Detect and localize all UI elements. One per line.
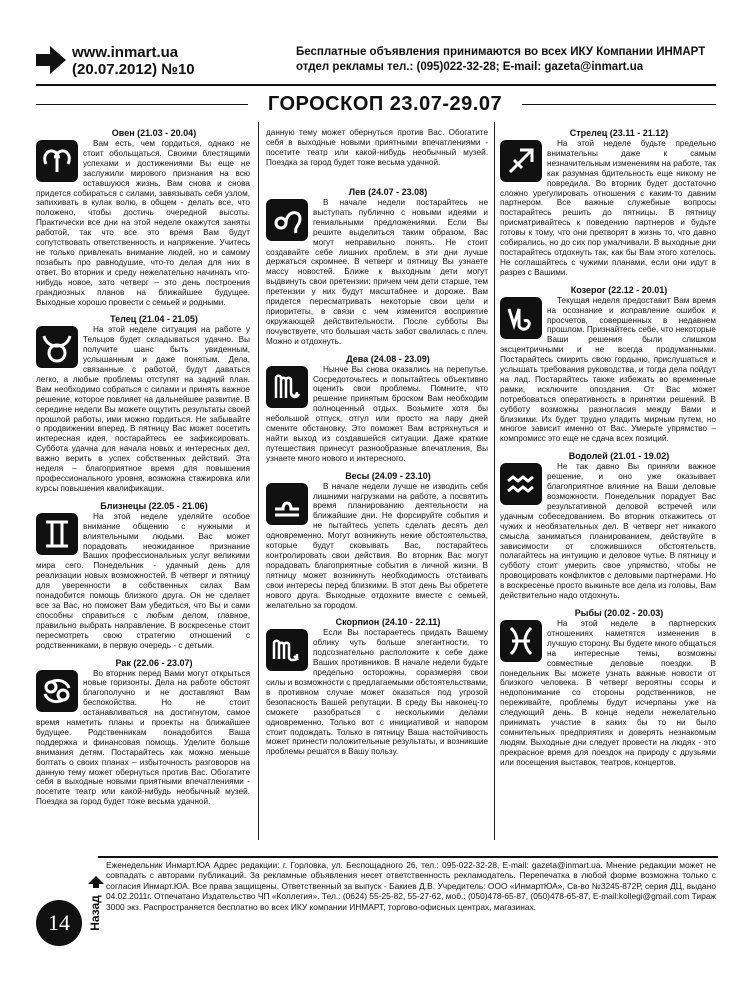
column-left xyxy=(36,128,250,848)
back-link[interactable] xyxy=(86,880,106,956)
lion-icon xyxy=(266,199,308,241)
sign-title: Дева (24.08 - 23.09) xyxy=(346,353,430,364)
footer-imprint: Еженедельник Инмарт.ЮА Адрес редакции: г. Горловка, ул. Беспощадного 26, тел.: 095-022-32-28, E-mail: gazeta@inmart.ua. Мнение редакции может не совпадать с авторами публикаций. За рекламные объявления несет ответственность рекламодатель. Перепечатка в любой форме возможна только с согласия Инмарт.ЮА. Все права защищены. Ответственный за выпуск - Бакиев Д.В. Учредитель: ООО «ИнмартЮА», Св-во №3245-872Р, серия ДЦ, выдано 04.02.2011г. Отпечатано Издательство ЧП «Коллегия». Тел.: (0624) 55-25-82, 55-27-62, моб.: (050)478-65-87, (050)478-65-87, E-mail:kollegi@gmail.com Тираж 3000 экз. Распространяется бесплатно во всех ИКУ компании ИНМАРТ, торгово-офисных центрах, магазинах. xyxy=(106,860,716,912)
sign-text: Нынче Вы снова оказались на перепутье. Сосредоточьтесь и попытайтесь объективно оценить свои проблемы. Помните, что решение принятым броском Вам необходим полноценный отдых. Возьмите хотя бы небольшой отпуск, отгул или просто на пару дней смените обстановку. Это поможет Вам встряхнуться и найти выход из создавшейся ситуации. Даже краткие путешествия принесут разнообразные впечатления, Вы узнаете много нового и интересного. xyxy=(266,364,488,463)
title-rule-left xyxy=(36,104,248,105)
scales-icon xyxy=(266,483,308,525)
page-number: 14 xyxy=(36,900,82,946)
back-label[interactable]: Назад xyxy=(88,895,102,931)
virgin-icon xyxy=(266,366,308,408)
sign-text: В начале недели лучше не изводить себя лишними нагрузками на работе, а посвятить время планированию деятельности на ближайшие дни. Не форсируйте события и не пытайтесь успеть сделать десять дел одновременно. Могут возникнуть некие обстоятельства, которые будут сковывать Вас, постарайтесь контролировать свои действия. Во вторник Вас могут порадовать благоприятные события в личной жизни. В пятницу может возникнуть необходимость отстаивать свои интересы перед близкими. В этот день Вы обретете нового друга. Выходные отдохните вместе с семьей, желательно за городом. xyxy=(266,481,488,610)
twins-icon xyxy=(36,513,78,555)
sign-title: Стрелец (23.11 - 21.12) xyxy=(569,128,669,138)
sign-text: Если Вы постараетесь придать Вашему облику чуть больше элегантности, то подсознательно расположите к себе даже Ваших противников. В начале недели будьте предельно осторожны, соразмеряя свои силы и возможности с предлагаемыми обстоятельствами, в противном случае может оказаться под угрозой безопасность Вашей репутации. В среду Вы наконец-то сможете разобраться с несколькими делами одновременно. Только вот с инициативой и напором стоит подождать. Только в пятницу Ваша настойчивость может принести положительные результаты, и возникшие проблемы решатся в Вашу пользу. xyxy=(266,628,488,757)
sign-text: На этой неделе будьте предельно внимательны даже к самым незначительным изменениям на работе, так как разумная бдительность еще никому не повредила. Во вторник будет достаточно сложно урегулировать отношения с каким-то давним партнером. Все важные служебные вопросы постарайтесь решить до пятницы. В пятницу присматривайтесь к поведению партнеров и будьте готовы к тому, что они претворят в жизнь то, что давно собирались, но до сих пор умалчивали. В выходные дни постарайтесь отдохнуть так, как бы Вам этого хотелось. Не соглашайтесь с чужими планами, если они идут в разрез с Вашими. xyxy=(500,139,716,277)
sign-vesy xyxy=(266,471,488,611)
sign-title: Рыбы (20.02 - 20.03) xyxy=(574,607,664,618)
arrow-up-icon xyxy=(88,876,104,888)
arrow-right-icon xyxy=(36,44,66,76)
page-title: ГОРОСКОП 23.07-29.07 xyxy=(267,93,503,115)
sign-title: Козерог (22.12 - 20.01) xyxy=(570,284,668,295)
sign-text: Вам есть, чем гордиться, однако не стоит обольщаться. Своими блестящими успехами и достижениями Вы еще не заслужили мирового признания на всю оставшуюся жизнь. Вам снова и снова придется собираться с силами, завязывать себя узлом, запихивать в кулак волю, в общем - делать все, что положено, чтобы достичь очередной высоты. Практически все дни на этой неделе окажутся заняты работой, так что все это время Вам будут сопутствовать ответственность и напряжение. Учитесь не только привлекать внимание людей, но и самому позабыть про равнодушие, что-то делая для них в ответ. Во вторник и среду нежелательно начинать что-нибудь новое, зато четверг – это день построения грандиозных планов на ближайшее будущее. Выходные хорошо провести с семьей и родными. xyxy=(36,139,250,307)
goat-icon xyxy=(500,297,542,339)
waterbearer-icon xyxy=(500,463,542,505)
sign-text: Не так давно Вы приняли важное решение, и оно уже оказывает благоприятное влияние на Ваши деловые возможности. Понедельник порадует Вас результативной деловой встречей или удачным собеседованием. Во вторник откажитесь от чужих и необязательных дел. В четверг нет никакого смысла заниматься планированием, действуйте в зависимости от сложившихся обстоятельств, полагайтесь на интуицию и деловое чутье. В пятницу и субботу стоит умерить свое упрямство, чтобы не провоцировать конфликтов с деловыми партнерами. Но в воскресенье просто выкиньте все дела из головы, Вам действительно надо отдохнуть. xyxy=(500,462,716,601)
sign-ryby xyxy=(500,608,716,768)
sign-title: Овен (21.03 - 20.04) xyxy=(111,128,197,138)
sign-text: На этой неделе уделяйте особое внимание общению с нужными и влиятельными людьми. Вас может порадовать неожиданное признание Ваших профессиональных услуг великими мира сего. Понедельник - удачный день для реализации новых возможностей. В четверг и пятницу для уверенности в собственных силах Вам понадобится помощь близкого друга. Он не сделает все за Вас, но поможет Вам убедиться, что Вы и сами способны справиться с любым делом, главное, правильно выбрать направление. В воскресенье стоит пересмотреть свою стратегию отношений с родственниками, в первую очередь - с детьми. xyxy=(36,511,250,650)
sign-text: На этой неделе в партнерских отношениях наметятся изменения в лучшую сторону. Вы будете много общаться на интересные темы, возможны совместные деловые поездки. В понедельник Вы можете узнать важные новости от близкого человека. В четверг вероятны ссоры и недопонимание со стороны родственников, не переживайте, проблемы будут исчерпаны уже на следующий день. В конце недели нежелательно принимать участие в каких бы то ни было сомнительных предприятиях и доверять незнакомым людям. Выходные дни следует провести на людях - это прекрасное время для поездок на природу с друзьями или посещения выставок, театров, концертов. xyxy=(500,618,716,767)
sign-kozerog xyxy=(500,285,716,445)
header-info xyxy=(296,45,705,75)
sign-oven xyxy=(36,128,250,307)
sign-title: Водолей (21.01 - 19.02) xyxy=(568,451,670,462)
sign-rak xyxy=(36,658,250,808)
sign-continuation xyxy=(266,128,488,180)
column-divider xyxy=(494,122,495,840)
crab-icon xyxy=(36,670,78,712)
sign-lev xyxy=(266,187,488,347)
archer-icon xyxy=(500,140,542,182)
issue-number: (20.07.2012) №10 xyxy=(72,61,195,78)
site-url[interactable]: www.inmart.ua xyxy=(72,44,179,61)
sign-skorpion xyxy=(266,617,488,757)
sign-title: Близнецы (22.05 - 21.06) xyxy=(100,500,208,511)
sign-title: Лев (24.07 - 23.08) xyxy=(348,187,428,197)
sign-text: Текущая неделя предоставит Вам время на осознание и исправление ошибок и просчетов, совершенных в недавнем прошлом. Признайтесь себе, что некоторые Ваши решения были слишком эксцентричными и не всегда продуманными. Постарайтесь смирить свою гордыню, прислушаться и услышать требования руководства, и тогда дела пойдут на лад. Постарайтесь также избежать во временные рамки, исключите опоздания. От Вас может потребоваться оперативность в принятии решений. В субботу возможны разногласия между Вами и близкими. Их будет трудно уладить мирным путем, но многое зависит именно от Вас. Умерьте упрямство – компромисс это еще не сдача всех позиций. xyxy=(500,295,716,444)
sign-text: В начале недели постарайтесь не выступать публично с новыми идеями и гениальными предложениями. Если Вы решите выделиться таким образом, Вас могут неправильно понять. Не стоит создавайте себе лишних проблем, в эти дни лучше держаться скромнее. В четверг и пятницу Вы узнаете массу новостей. Ближе к выходным дети могут выдвинуть свои претензии: причем чем дети старше, тем претензии у них будут масштабнее и дороже. Вам придется пересматривать некоторые свои цели и приоритеты, в связи с чем изменится восприятие окружающей действительности. После субботы Вы почувствуете, что большая часть забот свалилась с плеч. Можно и отдохнуть. xyxy=(266,198,488,346)
column-middle xyxy=(266,128,488,848)
title-rule-right xyxy=(522,104,716,105)
sign-title: Телец (21.04 - 21.05) xyxy=(110,314,198,325)
sign-strelec xyxy=(500,128,716,278)
header-contacts: отдел рекламы тел.: (095)022-32-28; E-mail: gazeta@inmart.ua xyxy=(296,61,644,73)
scorpion-icon xyxy=(266,629,308,671)
sign-title: Рак (22.06 - 23.07) xyxy=(115,657,193,668)
bull-icon xyxy=(36,326,78,368)
header-divider xyxy=(36,84,716,86)
sign-deva xyxy=(266,354,488,464)
sign-vodoley xyxy=(500,451,716,601)
column-divider xyxy=(258,122,259,840)
header-site xyxy=(72,44,195,78)
sign-bliznecy xyxy=(36,501,250,651)
sign-title: Скорпион (24.10 - 22.11) xyxy=(335,617,441,628)
sign-text-continued: данную тему может обернуться против Вас. Обогатите себя в выходные новыми приятными впечатлениями - посетите театр или какой-нибудь необычный музей. Поездка за город будет тоже весьма удачной. xyxy=(266,128,488,167)
sign-text: Во вторник перед Вами могут открыться новые горизонты. Дела на работе обстоят благополучно и не доставляют Вам беспокойства. Но не стоит останавливаться на достигнутом, самое время наметить планы и проекты на ближайшее будущее. Родственникам понадобится Ваша поддержка и финансовая помощь. Уделите больше внимания детям. Постарайтесь как можно меньше болтать о своих планах – избыточность разговоров на данную тему может обернуться против Вас. Обогатите себя в выходные новыми приятными впечатлениями - посетите театр или какой-нибудь необычный музей. Поездка за город будет тоже весьма удачной. xyxy=(36,668,250,807)
fish-icon xyxy=(500,620,542,662)
column-right xyxy=(500,128,716,848)
header-tagline: Бесплатные объявления принимаются во всех ИКУ Компании ИНМАРТ xyxy=(296,46,706,58)
sign-text: На этой неделе ситуация на работе у Тельцов будет складываться удачно. Вы получите шанс быть увиденным, услышанным и даже понятым. Дела, связанные с работой, будут даваться легко, а любые проблемы отступят на задний план. Вам необходимо собраться с силами и принять важное решение, которое повлияет на дальнейшее развитие. В середине недели Вы можете ощутить результаты своей прошлой работы, ими можно гордиться. Не забывайте о продвижении вперед. В пятницу Вас может посетить интересная идея, постарайтесь ее зафиксировать. Суббота удачна для начала новых и интересных дел, важно верить в успех собственных действий. Эта неделя – благоприятное время для повышения профессионального уровня, возможна стажировка или курсы повышения квалификации. xyxy=(36,325,250,493)
sign-title: Весы (24.09 - 23.10) xyxy=(345,470,431,481)
sign-telec xyxy=(36,314,250,493)
ram-icon xyxy=(36,140,78,182)
